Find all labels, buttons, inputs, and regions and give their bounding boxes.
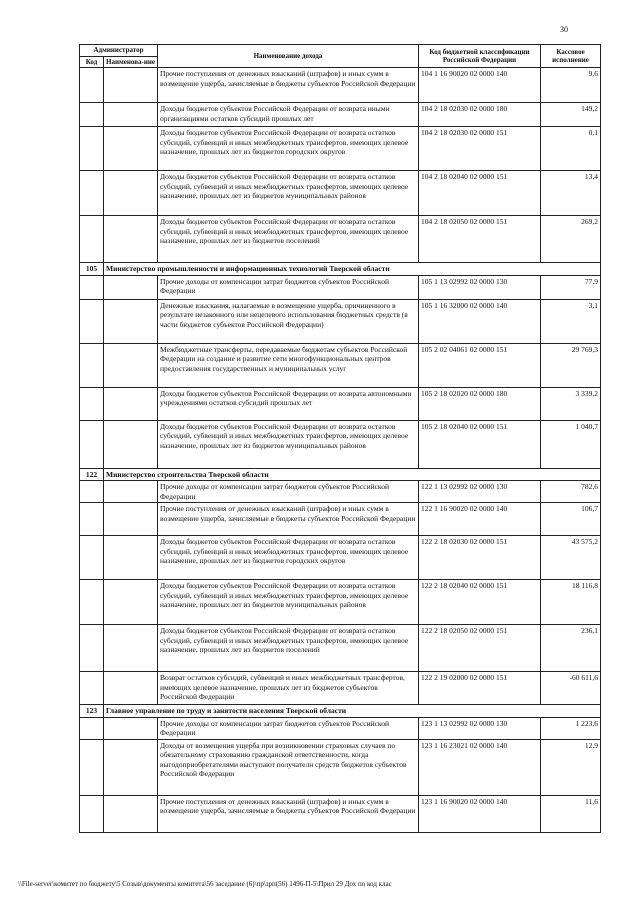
row-name: Доходы бюджетов субъектов Российской Федерации от возврата остатков субсидий, субвенций и иных межбюджетных трансфертов, имеющих целевое назначение, прошлых лет из бюджетов городских округов <box>158 127 419 171</box>
row-sum: 236,1 <box>541 625 601 672</box>
row-name: Доходы бюджетов субъектов Российской Федерации от возврата остатков субсидий, субвенций и иных межбюджетных трансфертов, имеющих целевое назначение, прошлых лет из бюджетов муниципальных районов <box>158 171 419 216</box>
row-kbk: 104 2 18 02030 02 0000 151 <box>419 127 541 171</box>
file-path-footer: \\File-server\комитет по бюджету\5 Созыв\документы комитета\56 заседание (6)\пр\зрп(56) 1496-П-5\Прил 29 Дох по код клас <box>18 880 392 888</box>
row-name: Межбюджетные трансферты, передаваемые бюджетам субъектов Российской Федерации на создание и развитие сети многофункциональных центров предоставления государственных и муниципальных услуг <box>158 343 419 387</box>
section-header-105 <box>80 263 601 276</box>
row-kbk: 123 1 16 23021 02 0000 140 <box>419 739 541 795</box>
table-row <box>80 387 601 420</box>
row-kbk: 104 1 16 90020 02 0000 140 <box>419 68 541 103</box>
admin-title: Министерство промышленности и информационных технологий Тверской области <box>104 263 601 276</box>
row-name: Прочие поступления от денежных взысканий (штрафов) и иных сумм в возмещение ущерба, зачисляемые в бюджеты субъектов Российской Федерации <box>158 795 419 832</box>
row-kbk: 104 2 18 02050 02 0000 151 <box>419 216 541 263</box>
header-admin: Администратор <box>80 45 158 57</box>
row-name: Прочие доходы от компенсации затрат бюджетов субъектов Российской Федерации <box>158 717 419 739</box>
row-name: Доходы бюджетов субъектов Российской Федерации от возврата остатков субсидий, субвенций и иных межбюджетных трансфертов, имеющих целевое назначение, прошлых лет из бюджетов поселений <box>158 625 419 672</box>
row-name: Доходы бюджетов субъектов Российской Федерации от возврата автономными учреждениями остатков субсидий прошлых лет <box>158 387 419 420</box>
row-sum: 106,7 <box>541 503 601 536</box>
table-row <box>80 299 601 343</box>
header-admin-name: Наименова-ние <box>104 56 158 68</box>
table-row <box>80 739 601 795</box>
row-sum: 269,2 <box>541 216 601 263</box>
row-sum: 782,6 <box>541 481 601 503</box>
table-row <box>80 216 601 263</box>
header-code: Код <box>80 56 104 68</box>
row-name: Доходы бюджетов субъектов Российской Федерации от возврата иными организациями остатков субсидий прошлых лет <box>158 103 419 127</box>
row-sum: 1 223,6 <box>541 717 601 739</box>
admin-title: Министерство строительства Тверской области <box>104 468 601 481</box>
row-name: Возврат остатков субсидий, субвенций и иных межбюджетных трансфертов, имеющих целевое назначение, прошлых лет из бюджетов субъектов Российской Федерации <box>158 672 419 705</box>
table-row <box>80 795 601 832</box>
row-kbk: 122 2 18 02030 02 0000 151 <box>419 536 541 580</box>
row-kbk: 123 1 16 90020 02 0000 140 <box>419 795 541 832</box>
row-kbk: 122 1 16 90020 02 0000 140 <box>419 503 541 536</box>
row-sum: 11,6 <box>541 795 601 832</box>
row-name: Денежные взыскания, налагаемые в возмещение ущерба, причиненного в результате незаконного или нецелевого использования бюджетных средств (в части бюджетов субъектов Российской Федерации) <box>158 299 419 343</box>
row-kbk: 104 2 18 02030 02 0000 180 <box>419 103 541 127</box>
page-number: 30 <box>560 25 568 34</box>
table-row <box>80 536 601 580</box>
admin-code: 105 <box>80 263 104 276</box>
section-header-122 <box>80 468 601 481</box>
table-row <box>80 171 601 216</box>
row-kbk: 122 2 18 02040 02 0000 151 <box>419 580 541 625</box>
row-name: Прочие поступления от денежных взысканий (штрафов) и иных сумм в возмещение ущерба, зачисляемые в бюджеты субъектов Российской Федерации <box>158 68 419 103</box>
row-name: Доходы бюджетов субъектов Российской Федерации от возврата остатков субсидий, субвенций и иных межбюджетных трансфертов, имеющих целевое назначение, прошлых лет из бюджетов городских округов <box>158 536 419 580</box>
table-row <box>80 481 601 503</box>
table-row <box>80 68 601 103</box>
table-row <box>80 127 601 171</box>
row-sum: 13,4 <box>541 171 601 216</box>
row-sum: 12,9 <box>541 739 601 795</box>
row-sum: 149,2 <box>541 103 601 127</box>
row-kbk: 122 1 13 02992 02 0000 130 <box>419 481 541 503</box>
admin-code: 122 <box>80 468 104 481</box>
row-kbk: 105 1 16 32000 02 0000 140 <box>419 299 541 343</box>
row-sum: 43 575,2 <box>541 536 601 580</box>
row-name: Доходы бюджетов субъектов Российской Федерации от возврата остатков субсидий, субвенций и иных межбюджетных трансфертов, имеющих целевое назначение, прошлых лет из бюджетов муниципальных районов <box>158 420 419 468</box>
table-row <box>80 343 601 387</box>
table-row <box>80 717 601 739</box>
row-sum: 3 339,2 <box>541 387 601 420</box>
row-sum: 29 769,3 <box>541 343 601 387</box>
row-kbk: 123 1 13 02992 02 0000 130 <box>419 717 541 739</box>
row-sum: 1 040,7 <box>541 420 601 468</box>
header-sum: Кассовое исполнение <box>541 45 601 68</box>
income-table <box>79 44 601 833</box>
table-row <box>80 580 601 625</box>
table-row <box>80 275 601 299</box>
row-name: Доходы бюджетов субъектов Российской Федерации от возврата остатков субсидий, субвенций и иных межбюджетных трансфертов, имеющих целевое назначение, прошлых лет из бюджетов муниципальных районов <box>158 580 419 625</box>
table-row <box>80 420 601 468</box>
header-income-name: Наименование дохода <box>158 45 419 68</box>
header-kbk: Код бюджетной классификации Российской Федерации <box>419 45 541 68</box>
row-sum: 18 116,8 <box>541 580 601 625</box>
row-kbk: 122 2 18 02050 02 0000 151 <box>419 625 541 672</box>
row-sum: 9,6 <box>541 68 601 103</box>
table-row <box>80 625 601 672</box>
row-name: Прочие поступления от денежных взысканий (штрафов) и иных сумм в возмещение ущерба, зачисляемые в бюджеты субъектов Российской Федерации <box>158 503 419 536</box>
row-sum: 3,1 <box>541 299 601 343</box>
table-row <box>80 503 601 536</box>
row-kbk: 105 1 13 02992 02 0000 130 <box>419 275 541 299</box>
table-row <box>80 672 601 705</box>
row-name: Доходы от возмещения ущерба при возникновении страховых случаев по обязательному страхованию гражданской ответственности, когда выгодоприобретателями выступают получатели средств бюджетов субъектов Российской Федерации <box>158 739 419 795</box>
row-sum: -60 611,6 <box>541 672 601 705</box>
row-name: Доходы бюджетов субъектов Российской Федерации от возврата остатков субсидий, субвенций и иных межбюджетных трансфертов, имеющих целевое назначение, прошлых лет из бюджетов поселений <box>158 216 419 263</box>
row-kbk: 105 2 18 02040 02 0000 151 <box>419 420 541 468</box>
table-row <box>80 103 601 127</box>
row-kbk: 105 2 02 04061 02 0000 151 <box>419 343 541 387</box>
row-name: Прочие доходы от компенсации затрат бюджетов субъектов Российской Федерации <box>158 481 419 503</box>
admin-title: Главное управление по труду и занятости населения Тверской области <box>104 705 601 718</box>
row-sum: 0,1 <box>541 127 601 171</box>
row-name: Прочие доходы от компенсации затрат бюджетов субъектов Российской Федерации <box>158 275 419 299</box>
row-kbk: 122 2 19 02000 02 0000 151 <box>419 672 541 705</box>
row-kbk: 105 2 18 02020 02 0000 180 <box>419 387 541 420</box>
admin-code: 123 <box>80 705 104 718</box>
section-header-123 <box>80 705 601 718</box>
row-sum: 77,9 <box>541 275 601 299</box>
row-kbk: 104 2 18 02040 02 0000 151 <box>419 171 541 216</box>
